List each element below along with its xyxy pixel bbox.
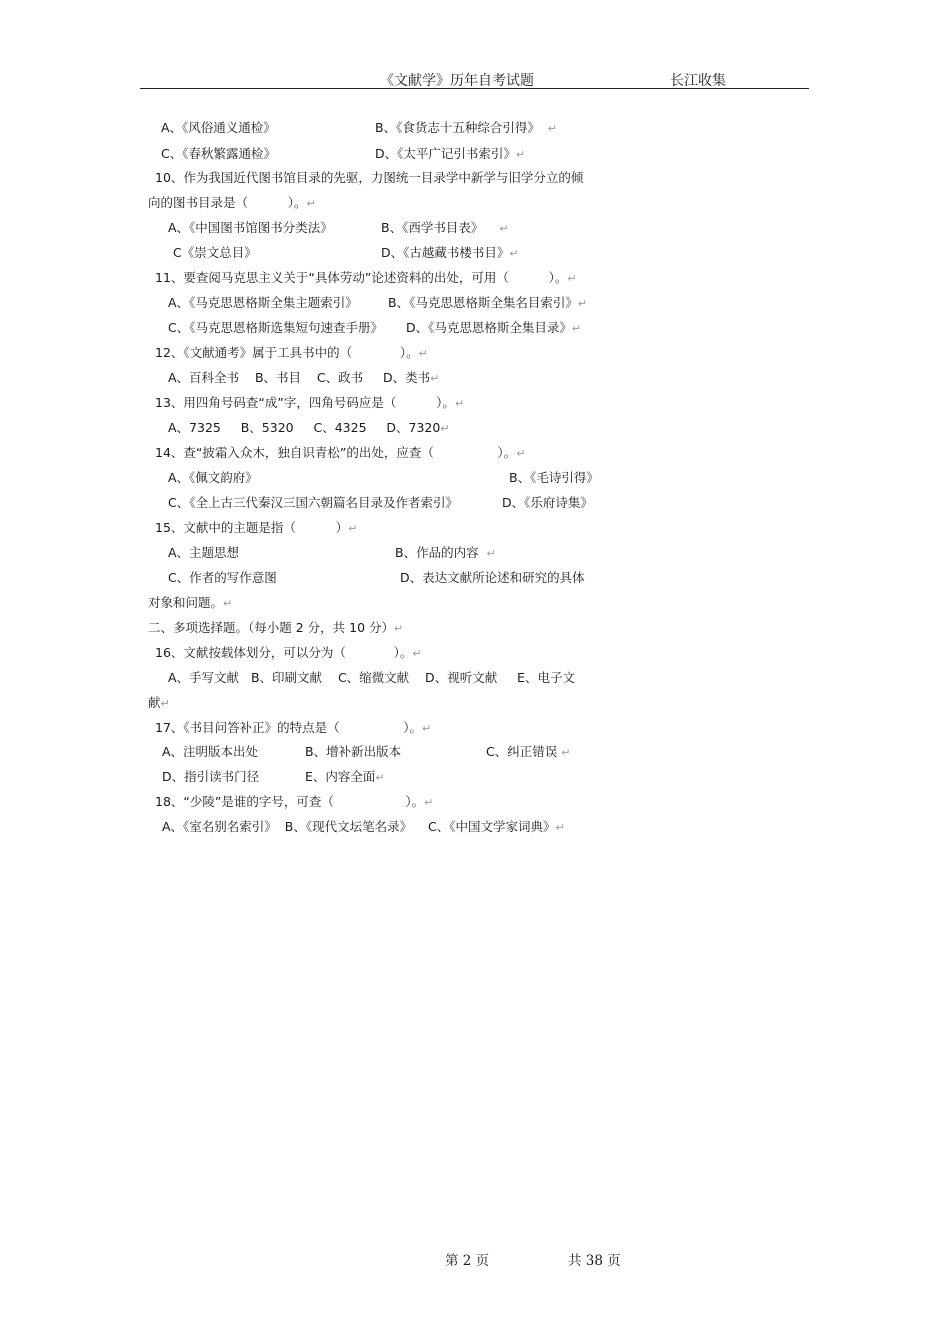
header-collector: 长江收集 [670,73,726,89]
q9-option-b: B、《食货志十五种综合引得》 ↵ [375,120,557,135]
q14-option-d: D、《乐府诗集》 [502,495,593,510]
return-mark-icon: ↵ [418,347,428,360]
header-rule [140,88,809,89]
return-mark-icon: ↵ [547,122,557,135]
q10-stem-line2: 向的图书目录是（ ）。↵ [148,195,316,210]
return-mark-icon: ↵ [306,197,316,210]
q15-option-b: B、作品的内容 ↵ [395,545,496,560]
q17-stem: 17、《书目问答补正》的特点是（ ）。↵ [155,720,432,735]
q11-option-c: C、《马克思恩格斯选集短句速查手册》 [168,320,383,335]
q9-option-a: A、《风俗通义通检》 [161,120,276,135]
q14-option-a: A、《佩文韵府》 [168,470,258,485]
q11-option-a: A、《马克思恩格斯全集主题索引》 [168,295,358,310]
return-mark-icon: ↵ [375,771,385,784]
return-mark-icon: ↵ [577,297,588,310]
q9-option-c: C、《春秋繁露通检》 [161,146,276,161]
q17-option-c: C、纠正错误 ↵ [486,744,571,759]
return-mark-icon: ↵ [348,522,358,535]
q11-stem: 11、要查阅马克思主义关于“具体劳动”论述资料的出处，可用（ ）。↵ [155,270,577,285]
return-mark-icon: ↵ [160,697,170,710]
q14-stem: 14、查“披霜入众木，独自识青松”的出处，应查（ ）。↵ [155,445,526,460]
q16-options-line1: A、手写文献 B、印刷文献 C、缩微文献 D、视听文献 E、电子文 [168,670,575,685]
q9-option-d: D、《太平广记引书索引》↵ [375,146,526,161]
return-mark-icon: ↵ [509,247,519,260]
return-mark-icon: ↵ [571,322,582,335]
q10-option-d: D、《古越藏书楼书目》↵ [381,245,519,260]
return-mark-icon: ↵ [394,622,404,635]
q17-option-d: D、指引读书门径 [162,769,260,784]
footer-total-pages: 共 38 页 [568,1253,621,1269]
q14-option-c: C、《全上古三代秦汉三国六朝篇名目录及作者索引》 [168,495,458,510]
return-mark-icon: ↵ [561,746,571,759]
q12-options: A、百科全书 B、书目 C、政书 D、类书↵ [168,370,440,385]
q14-option-b: B、《毛诗引得》 [509,470,599,485]
q17-option-b: B、增补新出版本 [305,744,402,759]
return-mark-icon: ↵ [421,722,432,735]
q10-option-c: C《崇文总目》 [173,245,257,260]
return-mark-icon: ↵ [412,647,422,660]
return-mark-icon: ↵ [440,422,450,435]
q15-option-d-line2: 对象和问题。↵ [148,595,233,610]
q12-stem: 12、《文献通考》属于工具书中的（ ）。↵ [155,345,428,360]
return-mark-icon: ↵ [515,148,526,161]
footer-page-number: 第 2 页 [445,1253,490,1269]
return-mark-icon: ↵ [454,397,465,410]
return-mark-icon: ↵ [555,821,565,834]
return-mark-icon: ↵ [567,272,577,285]
q11-option-d: D、《马克思恩格斯全集目录》↵ [406,320,582,335]
q15-option-a: A、主题思想 [168,545,240,560]
q18-stem: 18、“少陵”是谁的字号，可查（ ）。↵ [155,794,434,809]
return-mark-icon: ↵ [486,547,496,560]
q18-options: A、《室名别名索引》 B、《现代文坛笔名录》 C、《中国文学家词典》↵ [162,819,565,834]
return-mark-icon: ↵ [499,222,509,235]
return-mark-icon: ↵ [223,597,233,610]
q10-stem-line1: 10、作为我国近代图书馆目录的先驱，力图统一目录学中新学与旧学分立的倾 [155,170,584,185]
q17-option-a: A、注明版本出处 [162,744,259,759]
q13-options: A、7325 B、5320 C、4325 D、7320↵ [168,420,450,435]
q10-option-a: A、《中国图书馆图书分类法》 [168,220,333,235]
q17-option-e: E、内容全面↵ [305,769,385,784]
return-mark-icon: ↵ [516,447,526,460]
q15-option-d-line1: D、表达文献所论述和研究的具体 [400,570,585,585]
return-mark-icon: ↵ [424,796,434,809]
q15-stem: 15、文献中的主题是指（ ）↵ [155,520,358,535]
q16-stem: 16、文献按载体划分，可以分为（ ）。↵ [155,645,422,660]
header-title: 《文献学》历年自考试题 [380,73,534,89]
q16-options-line2: 献↵ [148,695,170,710]
q15-option-c: C、作者的写作意图 [168,570,277,585]
q11-option-b: B、《马克思恩格斯全集名目索引》↵ [388,295,588,310]
section2-heading: 二、多项选择题。（每小题 2 分，共 10 分）↵ [148,620,404,635]
q13-stem: 13、用四角号码查“成”字，四角号码应是（ ）。↵ [155,395,465,410]
q10-option-b: B、《西学书目表》 ↵ [381,220,509,235]
return-mark-icon: ↵ [430,372,440,385]
